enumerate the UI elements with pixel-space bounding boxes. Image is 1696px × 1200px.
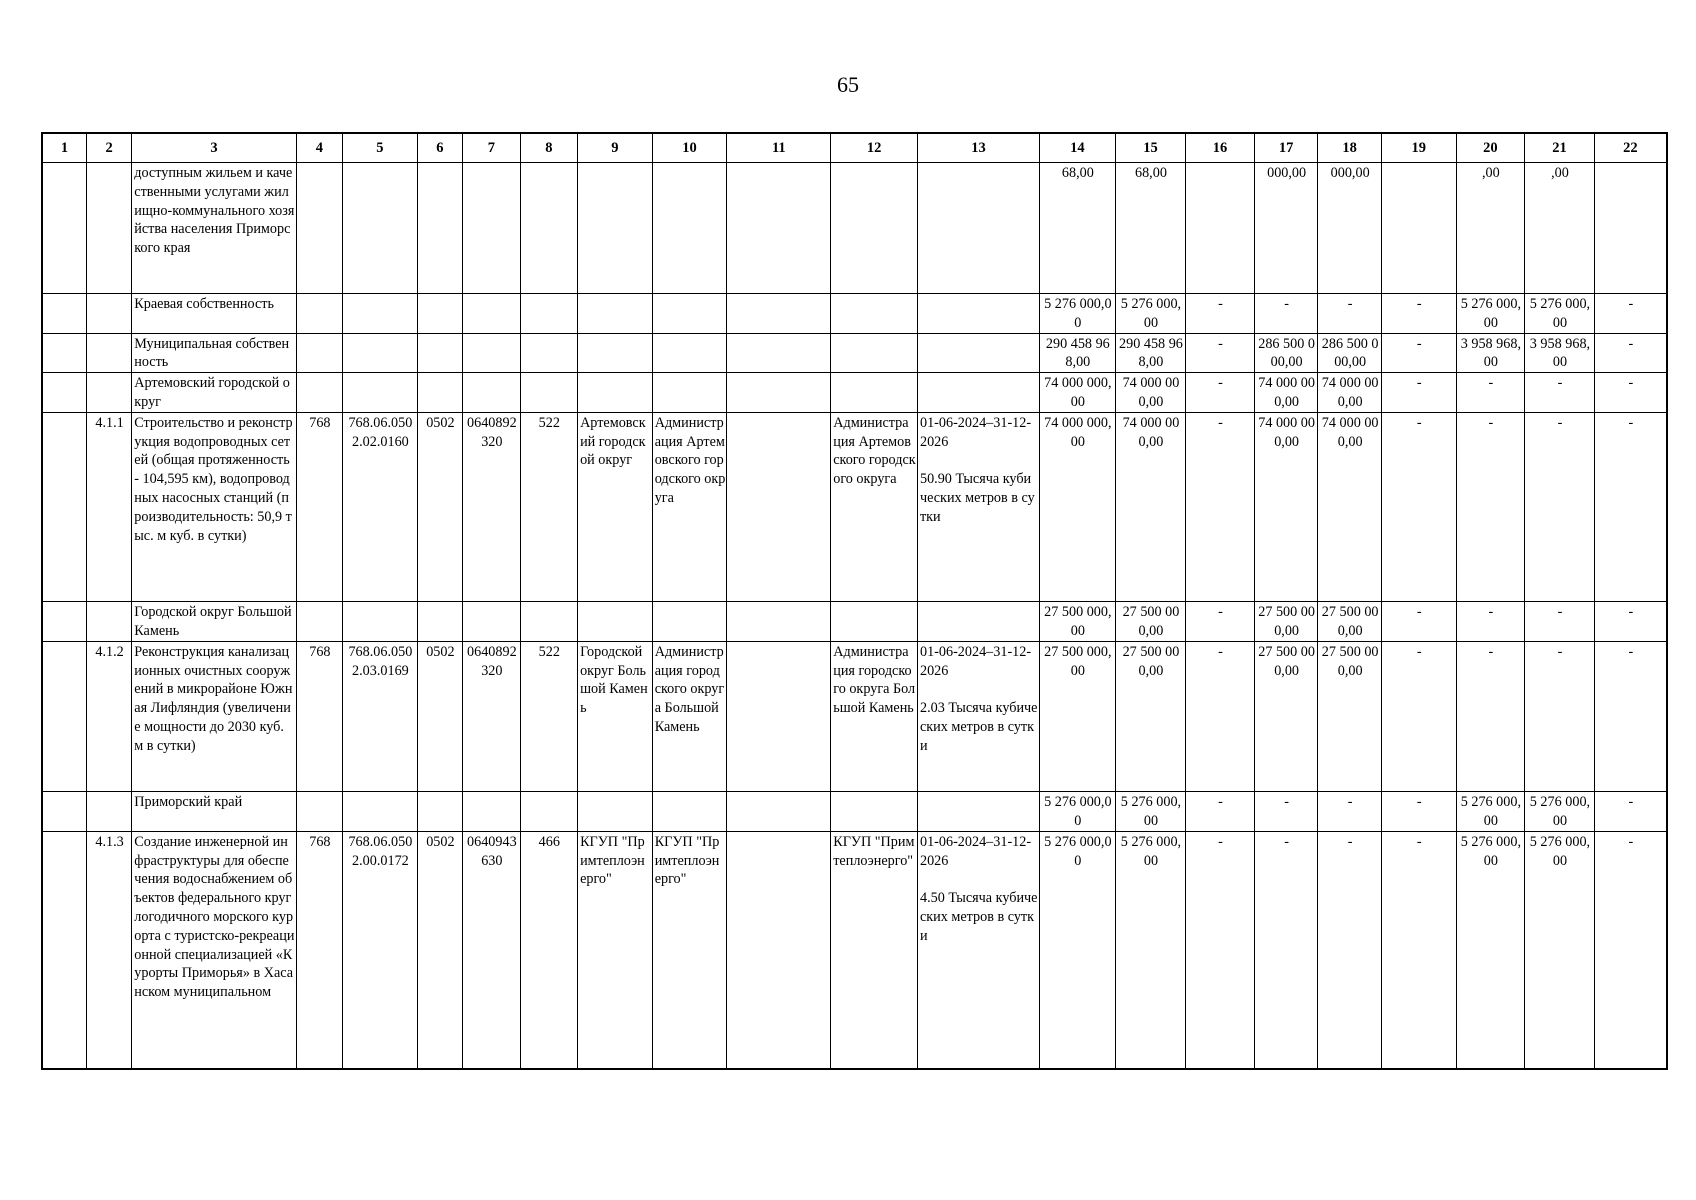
cell-col-15: 5 276 000,00 xyxy=(1115,831,1186,1069)
cell-col-22 xyxy=(1594,163,1667,294)
cell-col-22: - xyxy=(1594,601,1667,641)
cell-col-7: 0640943630 xyxy=(463,831,520,1069)
cell-col-5 xyxy=(343,294,418,334)
header-cell: 13 xyxy=(917,133,1039,163)
cell-col-13: 01-06-2024–31-12-2026 2.03 Тысяча кубических метров в сутки xyxy=(917,641,1039,791)
header-cell: 22 xyxy=(1594,133,1667,163)
cell-col-6 xyxy=(417,163,462,294)
cell-col-8 xyxy=(520,294,577,334)
cell-col-18: 27 500 000,00 xyxy=(1318,641,1382,791)
cell-col-5 xyxy=(343,333,418,373)
cell-col-17: 000,00 xyxy=(1254,163,1318,294)
cell-col-17: - xyxy=(1254,791,1318,831)
cell-col-4: 768 xyxy=(296,412,342,601)
cell-col-16 xyxy=(1186,163,1255,294)
header-cell: 16 xyxy=(1186,133,1255,163)
cell-col-15: 74 000 000,00 xyxy=(1115,412,1186,601)
cell-col-10 xyxy=(652,163,727,294)
cell-col-6: 0502 xyxy=(417,641,462,791)
cell-col-1 xyxy=(42,333,86,373)
cell-col-21: - xyxy=(1525,412,1595,601)
cell-col-6 xyxy=(417,294,462,334)
cell-col-11 xyxy=(727,791,831,831)
cell-col-12: Администрация Артемовского городского округа xyxy=(831,412,918,601)
cell-col-22: - xyxy=(1594,373,1667,413)
cell-col-16: - xyxy=(1186,601,1255,641)
cell-col-12 xyxy=(831,294,918,334)
cell-col-8 xyxy=(520,791,577,831)
cell-col-13 xyxy=(917,163,1039,294)
cell-col-10 xyxy=(652,791,727,831)
cell-col-9 xyxy=(578,601,653,641)
cell-col-7 xyxy=(463,333,520,373)
cell-col-7 xyxy=(463,373,520,413)
cell-col-20: 5 276 000,00 xyxy=(1456,294,1525,334)
cell-col-10 xyxy=(652,294,727,334)
cell-col-19: - xyxy=(1381,294,1456,334)
cell-col-20: - xyxy=(1456,412,1525,601)
cell-col-19: - xyxy=(1381,641,1456,791)
budget-table xyxy=(41,132,1668,1070)
header-cell: 19 xyxy=(1381,133,1456,163)
cell-col-22: - xyxy=(1594,831,1667,1069)
cell-col-13 xyxy=(917,294,1039,334)
cell-col-18: 74 000 000,00 xyxy=(1318,373,1382,413)
cell-col-16: - xyxy=(1186,831,1255,1069)
header-cell: 7 xyxy=(463,133,520,163)
cell-col-1 xyxy=(42,641,86,791)
cell-col-15: 5 276 000,00 xyxy=(1115,791,1186,831)
cell-col-20: - xyxy=(1456,373,1525,413)
cell-col-3: доступным жильем и качественными услугами жилищно-коммунального хозяйства населения Приморского края xyxy=(132,163,296,294)
cell-col-2 xyxy=(86,791,131,831)
cell-col-3: Краевая собственность xyxy=(132,294,296,334)
cell-col-17: 27 500 000,00 xyxy=(1254,641,1318,791)
cell-col-3: Строительство и реконструкция водопроводных сетей (общая протяженность - 104,595 км), водопроводных насосных станций (производительность: 50,9 тыс. м куб. в сутки) xyxy=(132,412,296,601)
cell-col-22: - xyxy=(1594,294,1667,334)
cell-col-8 xyxy=(520,373,577,413)
cell-col-8 xyxy=(520,163,577,294)
header-cell: 4 xyxy=(296,133,342,163)
cell-col-5 xyxy=(343,791,418,831)
cell-col-5: 768.06.0502.02.0160 xyxy=(343,412,418,601)
cell-col-16: - xyxy=(1186,791,1255,831)
cell-col-8: 522 xyxy=(520,641,577,791)
cell-col-8: 466 xyxy=(520,831,577,1069)
cell-col-10: Администрация Артемовского городского округа xyxy=(652,412,727,601)
table-row xyxy=(42,831,1667,1069)
cell-col-8: 522 xyxy=(520,412,577,601)
cell-col-11 xyxy=(727,294,831,334)
header-cell: 11 xyxy=(727,133,831,163)
cell-col-21: 3 958 968,00 xyxy=(1525,333,1595,373)
cell-col-12: Администрация городского округа Большой Камень xyxy=(831,641,918,791)
cell-col-11 xyxy=(727,163,831,294)
cell-col-5 xyxy=(343,373,418,413)
cell-col-9 xyxy=(578,163,653,294)
cell-col-3: Артемовский городской округ xyxy=(132,373,296,413)
table-row xyxy=(42,373,1667,413)
table-row xyxy=(42,294,1667,334)
cell-col-15: 68,00 xyxy=(1115,163,1186,294)
cell-col-5 xyxy=(343,163,418,294)
cell-col-18: 000,00 xyxy=(1318,163,1382,294)
cell-col-10: Администрация городского округа Большой Камень xyxy=(652,641,727,791)
cell-col-22: - xyxy=(1594,412,1667,601)
cell-col-18: 74 000 000,00 xyxy=(1318,412,1382,601)
cell-col-1 xyxy=(42,791,86,831)
cell-col-7: 0640892320 xyxy=(463,412,520,601)
cell-col-1 xyxy=(42,373,86,413)
cell-col-14: 74 000 000,00 xyxy=(1040,412,1116,601)
header-cell: 10 xyxy=(652,133,727,163)
cell-col-22: - xyxy=(1594,641,1667,791)
cell-col-7 xyxy=(463,294,520,334)
cell-col-12 xyxy=(831,163,918,294)
cell-col-10 xyxy=(652,333,727,373)
cell-col-15: 5 276 000,00 xyxy=(1115,294,1186,334)
cell-col-12 xyxy=(831,791,918,831)
cell-col-21: - xyxy=(1525,373,1595,413)
cell-col-11 xyxy=(727,373,831,413)
cell-col-15: 290 458 968,00 xyxy=(1115,333,1186,373)
cell-col-18: 27 500 000,00 xyxy=(1318,601,1382,641)
cell-col-15: 27 500 000,00 xyxy=(1115,641,1186,791)
cell-col-19: - xyxy=(1381,373,1456,413)
cell-col-16: - xyxy=(1186,373,1255,413)
cell-col-20: 5 276 000,00 xyxy=(1456,791,1525,831)
cell-col-13 xyxy=(917,791,1039,831)
cell-col-14: 68,00 xyxy=(1040,163,1116,294)
cell-col-7 xyxy=(463,601,520,641)
cell-col-6 xyxy=(417,373,462,413)
cell-col-16: - xyxy=(1186,333,1255,373)
cell-col-9: Городской округ Большой Камень xyxy=(578,641,653,791)
cell-col-10: КГУП "Примтеплоэнерго" xyxy=(652,831,727,1069)
cell-col-3: Городской округ Большой Камень xyxy=(132,601,296,641)
cell-col-5 xyxy=(343,601,418,641)
table-row xyxy=(42,163,1667,294)
cell-col-1 xyxy=(42,412,86,601)
cell-col-20: - xyxy=(1456,601,1525,641)
cell-col-4: 768 xyxy=(296,641,342,791)
cell-col-12 xyxy=(831,333,918,373)
cell-col-4 xyxy=(296,163,342,294)
cell-col-4 xyxy=(296,333,342,373)
header-cell: 1 xyxy=(42,133,86,163)
cell-col-16: - xyxy=(1186,412,1255,601)
cell-col-4 xyxy=(296,791,342,831)
cell-col-19: - xyxy=(1381,333,1456,373)
cell-col-21: 5 276 000,00 xyxy=(1525,294,1595,334)
header-cell: 21 xyxy=(1525,133,1595,163)
cell-col-11 xyxy=(727,333,831,373)
cell-col-11 xyxy=(727,831,831,1069)
header-cell: 3 xyxy=(132,133,296,163)
header-cell: 20 xyxy=(1456,133,1525,163)
cell-col-7 xyxy=(463,163,520,294)
cell-col-14: 27 500 000,00 xyxy=(1040,601,1116,641)
header-cell: 15 xyxy=(1115,133,1186,163)
cell-col-3: Реконструкция канализационных очистных сооружений в микрорайоне Южная Лифляндия (увеличение мощности до 2030 куб. м в сутки) xyxy=(132,641,296,791)
cell-col-14: 5 276 000,00 xyxy=(1040,831,1116,1069)
cell-col-21: ,00 xyxy=(1525,163,1595,294)
cell-col-11 xyxy=(727,601,831,641)
cell-col-20: - xyxy=(1456,641,1525,791)
cell-col-13: 01-06-2024–31-12-2026 4.50 Тысяча кубических метров в сутки xyxy=(917,831,1039,1069)
cell-col-2 xyxy=(86,373,131,413)
table-row xyxy=(42,412,1667,601)
header-cell: 8 xyxy=(520,133,577,163)
cell-col-13 xyxy=(917,373,1039,413)
cell-col-4 xyxy=(296,373,342,413)
header-cell: 2 xyxy=(86,133,131,163)
cell-col-6 xyxy=(417,791,462,831)
cell-col-1 xyxy=(42,294,86,334)
cell-col-18: - xyxy=(1318,791,1382,831)
cell-col-2: 4.1.1 xyxy=(86,412,131,601)
cell-col-21: 5 276 000,00 xyxy=(1525,791,1595,831)
cell-col-1 xyxy=(42,163,86,294)
cell-col-9 xyxy=(578,373,653,413)
cell-col-14: 290 458 968,00 xyxy=(1040,333,1116,373)
table-row xyxy=(42,791,1667,831)
cell-col-14: 5 276 000,00 xyxy=(1040,294,1116,334)
cell-col-2 xyxy=(86,333,131,373)
cell-col-4: 768 xyxy=(296,831,342,1069)
header-cell: 17 xyxy=(1254,133,1318,163)
header-cell: 5 xyxy=(343,133,418,163)
cell-col-10 xyxy=(652,601,727,641)
cell-col-20: 3 958 968,00 xyxy=(1456,333,1525,373)
cell-col-20: ,00 xyxy=(1456,163,1525,294)
cell-col-17: - xyxy=(1254,294,1318,334)
header-cell: 9 xyxy=(578,133,653,163)
cell-col-17: 286 500 000,00 xyxy=(1254,333,1318,373)
cell-col-22: - xyxy=(1594,333,1667,373)
header-cell: 12 xyxy=(831,133,918,163)
cell-col-6: 0502 xyxy=(417,831,462,1069)
cell-col-12 xyxy=(831,373,918,413)
cell-col-16: - xyxy=(1186,641,1255,791)
cell-col-5: 768.06.0502.00.0172 xyxy=(343,831,418,1069)
cell-col-16: - xyxy=(1186,294,1255,334)
cell-col-1 xyxy=(42,831,86,1069)
cell-col-17: - xyxy=(1254,831,1318,1069)
cell-col-19: - xyxy=(1381,791,1456,831)
cell-col-6: 0502 xyxy=(417,412,462,601)
cell-col-14: 5 276 000,00 xyxy=(1040,791,1116,831)
cell-col-8 xyxy=(520,333,577,373)
cell-col-19: - xyxy=(1381,412,1456,601)
table-row xyxy=(42,333,1667,373)
cell-col-2: 4.1.3 xyxy=(86,831,131,1069)
cell-col-9 xyxy=(578,294,653,334)
table-row xyxy=(42,601,1667,641)
cell-col-22: - xyxy=(1594,791,1667,831)
cell-col-17: 27 500 000,00 xyxy=(1254,601,1318,641)
cell-col-5: 768.06.0502.03.0169 xyxy=(343,641,418,791)
cell-col-10 xyxy=(652,373,727,413)
cell-col-2 xyxy=(86,294,131,334)
cell-col-8 xyxy=(520,601,577,641)
cell-col-11 xyxy=(727,641,831,791)
cell-col-7: 0640892320 xyxy=(463,641,520,791)
cell-col-18: - xyxy=(1318,831,1382,1069)
cell-col-2 xyxy=(86,601,131,641)
cell-col-18: - xyxy=(1318,294,1382,334)
cell-col-13 xyxy=(917,333,1039,373)
cell-col-21: - xyxy=(1525,601,1595,641)
cell-col-21: - xyxy=(1525,641,1595,791)
cell-col-3: Муниципальная собственность xyxy=(132,333,296,373)
cell-col-2: 4.1.2 xyxy=(86,641,131,791)
cell-col-12 xyxy=(831,601,918,641)
cell-col-3: Приморский край xyxy=(132,791,296,831)
cell-col-4 xyxy=(296,294,342,334)
page-number: 65 xyxy=(837,72,859,97)
cell-col-20: 5 276 000,00 xyxy=(1456,831,1525,1069)
cell-col-15: 27 500 000,00 xyxy=(1115,601,1186,641)
cell-col-13: 01-06-2024–31-12-2026 50.90 Тысяча кубических метров в сутки xyxy=(917,412,1039,601)
cell-col-3: Создание инженерной инфраструктуры для обеспечения водоснабжением объектов федерального круглогодичного морского курорта с туристско-рекреационной специализацией «Курорты Приморья» в Хасанском муниципальном xyxy=(132,831,296,1069)
cell-col-9 xyxy=(578,333,653,373)
header-cell: 14 xyxy=(1040,133,1116,163)
header-cell: 6 xyxy=(417,133,462,163)
cell-col-21: 5 276 000,00 xyxy=(1525,831,1595,1069)
cell-col-6 xyxy=(417,333,462,373)
cell-col-19: - xyxy=(1381,601,1456,641)
cell-col-17: 74 000 000,00 xyxy=(1254,412,1318,601)
cell-col-15: 74 000 000,00 xyxy=(1115,373,1186,413)
cell-col-9 xyxy=(578,791,653,831)
cell-col-14: 27 500 000,00 xyxy=(1040,641,1116,791)
cell-col-19: - xyxy=(1381,831,1456,1069)
cell-col-17: 74 000 000,00 xyxy=(1254,373,1318,413)
cell-col-9: Артемовский городской округ xyxy=(578,412,653,601)
cell-col-13 xyxy=(917,601,1039,641)
cell-col-11 xyxy=(727,412,831,601)
cell-col-18: 286 500 000,00 xyxy=(1318,333,1382,373)
cell-col-9: КГУП "Примтеплоэнерго" xyxy=(578,831,653,1069)
cell-col-4 xyxy=(296,601,342,641)
cell-col-14: 74 000 000,00 xyxy=(1040,373,1116,413)
cell-col-6 xyxy=(417,601,462,641)
header-row xyxy=(42,133,1667,163)
table-row xyxy=(42,641,1667,791)
cell-col-1 xyxy=(42,601,86,641)
cell-col-19 xyxy=(1381,163,1456,294)
cell-col-12: КГУП "Примтеплоэнерго" xyxy=(831,831,918,1069)
header-cell: 18 xyxy=(1318,133,1382,163)
cell-col-7 xyxy=(463,791,520,831)
cell-col-2 xyxy=(86,163,131,294)
